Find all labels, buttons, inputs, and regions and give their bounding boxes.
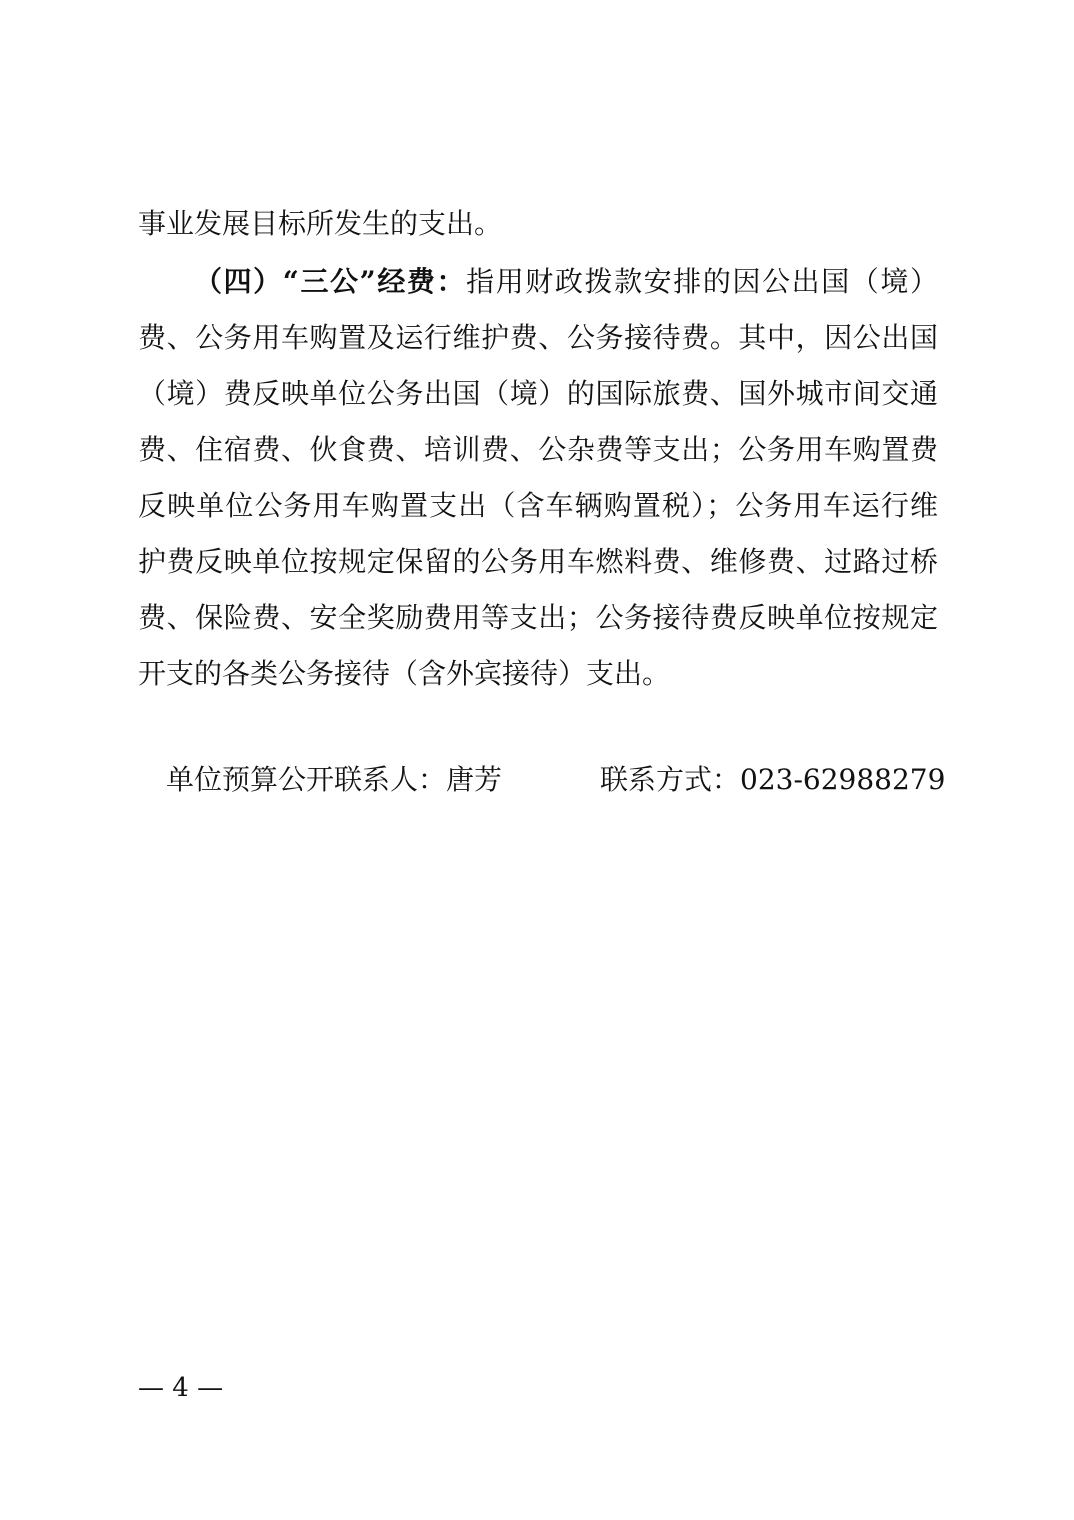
contact-phone: 联系方式：023-62988279 <box>600 763 946 796</box>
contact-person: 单位预算公开联系人：唐芳 <box>166 763 503 796</box>
section4-line: 费、公务用车购置及运行维护费、公务接待费。其中，因公出国 <box>138 321 938 354</box>
section4-first-line <box>194 262 938 302</box>
section4-line: 反映单位公务用车购置支出（含车辆购置税）；公务用车运行维 <box>138 489 938 522</box>
section4-first-line-text: 指用财政拨款安排的因公出国（境） <box>466 265 938 298</box>
paragraph-intro-tail: 事业发展目标所发生的支出。 <box>138 207 503 240</box>
section4-line: 费、保险费、安全奖励费用等支出；公务接待费反映单位按规定 <box>138 601 938 634</box>
section4-line: （境）费反映单位公务出国（境）的国际旅费、国外城市间交通 <box>138 377 938 410</box>
page-number: — 4 — <box>138 1373 224 1403</box>
section4-line: 费、住宿费、伙食费、培训费、公杂费等支出；公务用车购置费 <box>138 433 938 466</box>
section4-line: 开支的各类公务接待（含外宾接待）支出。 <box>138 657 671 690</box>
section4-line: 护费反映单位按规定保留的公务用车燃料费、维修费、过路过桥 <box>138 545 938 578</box>
section4-heading: （四）“三公”经费： <box>194 265 467 298</box>
